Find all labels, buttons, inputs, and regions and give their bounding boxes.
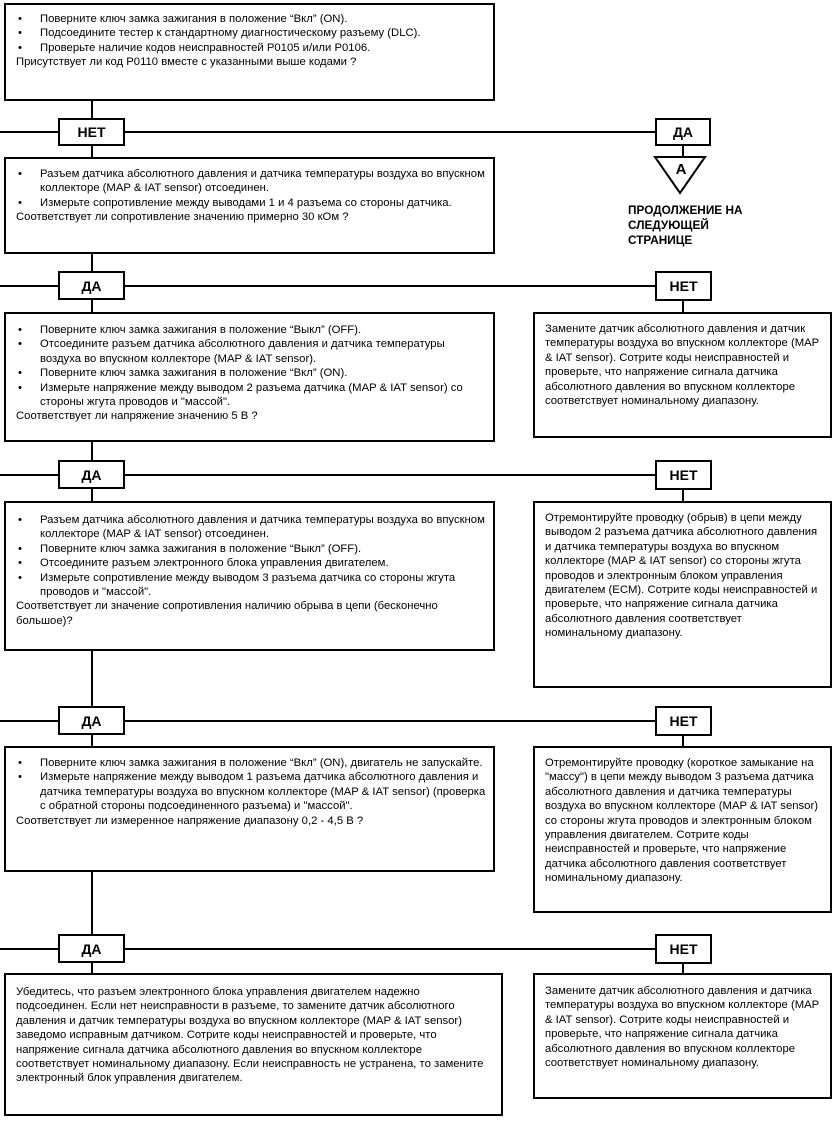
no-label: НЕТ <box>655 934 712 964</box>
question-text: Присутствует ли код P0110 вместе с указанными выше кодами ? <box>16 56 357 69</box>
list-item: • Поверните ключ замка зажигания в положение “Выкл” (OFF). <box>12 542 487 556</box>
list-item: • Измерьте сопротивление между выводами 1 и 4 разъема со стороны датчика. <box>12 196 487 210</box>
continuation-note: ПРОДОЛЖЕНИЕ НА СЛЕДУЮЩЕЙ СТРАНИЦЕ <box>628 203 743 247</box>
yes-label: ДА <box>58 271 125 300</box>
question-text: Соответствует ли напряжение значению 5 В ? <box>16 410 258 423</box>
list-item: • Разъем датчика абсолютного давления и датчика температуры воздуха во впускном коллекторе (MAP & IAT sensor) отсоединен. <box>12 513 487 542</box>
step-box-3 <box>4 312 495 442</box>
list-item: • Подсоедините тестер к стандартному диагностическому разъему (DLC). <box>12 26 487 40</box>
question-text: Соответствует ли сопротивление значению примерно 30 кОм ? <box>16 211 349 224</box>
final-text: Убедитесь, что разъем электронного блока управления двигателем надежно подсоединен. Если нет неисправности в разъеме, то замените датчик абсолютного давления и датчик температуры воздуха во впускном коллекторе (MAP & IAT sensor) заведомо исправным датчиком. Сотрите коды неисправностей и проверьте, что напряжение сигнала датчика абсолютного давления во впускном коллекторе соответствует номинальному диапазону. Если неисправность не устранена, то замените электронный блок управления двигателем. <box>16 986 484 1085</box>
question-text: Соответствует ли измеренное напряжение диапазону 0,2 - 4,5 В ? <box>16 814 364 827</box>
connector-letter: A <box>675 161 687 178</box>
no-label: НЕТ <box>655 271 712 301</box>
step-box-4 <box>4 501 495 651</box>
step-box-2-list <box>12 167 487 210</box>
list-item: • Поверните ключ замка зажигания в положение “Вкл” (ON). <box>12 12 487 26</box>
list-item: • Поверните ключ замка зажигания в положение “Выкл” (OFF). <box>12 323 487 337</box>
yes-label: ДА <box>58 706 125 735</box>
final-box-6 <box>4 973 503 1116</box>
action-text: Замените датчик абсолютного давления и датчика температуры воздуха во впускном коллекторе (MAP & IAT sensor). Сотрите коды неисправностей и проверьте, что напряжение сигнала датчика абсолютного давления во впускном коллекторе соответствует номинальному диапазону. <box>545 985 819 1070</box>
list-item: • Отсоедините разъем электронного блока управления двигателем. <box>12 556 487 570</box>
action-box-3 <box>533 312 832 438</box>
step-box-3-list <box>12 323 487 409</box>
step-box-4-list <box>12 513 487 599</box>
no-label: НЕТ <box>655 460 712 490</box>
action-text: Отремонтируйте проводку (обрыв) в цепи между выводом 2 разъема датчика абсолютного давления и датчика температуры воздуха во впускном коллекторе (MAP & IAT sensor) со стороны жгута проводов и электронным блоком управления двигателем (ECM). Сотрите коды неисправностей и проверьте, что напряжение сигнала датчика абсолютного давления соответствует номинальному диапазону. <box>545 512 818 640</box>
list-item: • Отсоедините разъем датчика абсолютного давления и датчика температуры воздуха во впускном коллекторе (MAP & IAT sensor). <box>12 337 487 366</box>
step-box-5 <box>4 746 495 872</box>
list-item: • Измерьте напряжение между выводом 1 разъема датчика абсолютного давления и датчика температуры воздуха во впускном коллекторе (MAP & IAT sensor) (проверка с обратной стороны подсоединенного разъема) и "массой". <box>12 770 487 813</box>
action-text: Отремонтируйте проводку (короткое замыкание на "массу") в цепи между выводом 3 разъема датчика абсолютного давления и датчика температуры воздуха во впускном коллекторе (MAP & IAT sensor) со стороны жгута проводов и электронным блоком управления двигателем. Сотрите коды неисправностей и проверьте, что напряжение датчика абсолютного давления соответствует номинальному диапазону. <box>545 757 818 885</box>
action-text: Замените датчик абсолютного давления и датчик температуры воздуха во впускном коллекторе (MAP & IAT sensor). Сотрите коды неисправностей и проверьте, что напряжение сигнала датчика абсолютного давления во впускном коллекторе соответствует номинальному диапазону. <box>545 323 819 408</box>
yes-label: ДА <box>58 934 125 963</box>
step-box-2 <box>4 157 495 254</box>
list-item: • Проверьте наличие кодов неисправностей P0105 и/или P0106. <box>12 41 487 55</box>
yes-label: ДА <box>58 460 125 489</box>
list-item: • Разъем датчика абсолютного давления и датчика температуры воздуха во впускном коллекторе (MAP & IAT sensor) отсоединен. <box>12 167 487 196</box>
list-item: • Измерьте сопротивление между выводом 3 разъема датчика со стороны жгута проводов и "массой". <box>12 571 487 600</box>
question-text: Соответствует ли значение сопротивления наличию обрыва в цепи (бесконечно большое)? <box>16 600 438 627</box>
list-item: • Поверните ключ замка зажигания в положение “Вкл” (ON). <box>12 366 487 380</box>
action-box-5 <box>533 746 832 913</box>
no-label: НЕТ <box>58 118 125 146</box>
no-label: НЕТ <box>655 706 712 736</box>
action-box-4 <box>533 501 832 688</box>
yes-label: ДА <box>655 118 711 146</box>
list-item: • Поверните ключ замка зажигания в положение “Вкл” (ON), двигатель не запускайте. <box>12 756 487 770</box>
action-box-6 <box>533 973 832 1099</box>
list-item: • Измерьте напряжение между выводом 2 разъема датчика (MAP & IAT sensor) со стороны жгута проводов и "массой". <box>12 381 487 410</box>
step-box-5-list <box>12 756 487 814</box>
